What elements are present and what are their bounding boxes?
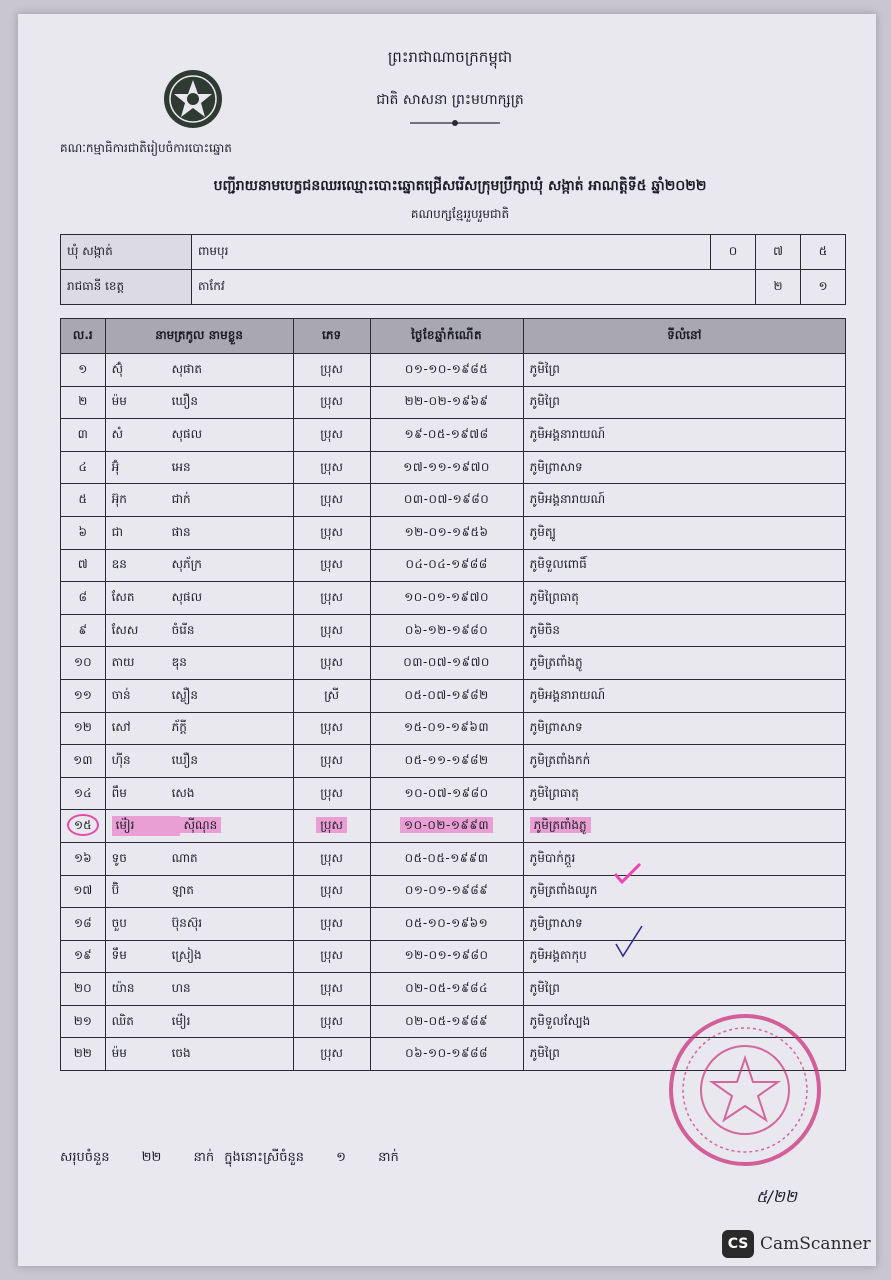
address-cell [523,354,845,387]
dob-value: ០៤-០៤-១៩៨៨ [405,557,488,572]
dob-cell [370,549,523,582]
name-cell [105,1005,293,1038]
header-dob: ថ្ងៃខែឆ្នាំកំណើត [370,319,523,354]
given-name: ភ័ក្តី [171,720,187,735]
table-row [61,647,846,680]
address-cell [523,712,845,745]
family-name: តាយ [111,655,135,670]
table-row [61,451,846,484]
given-name: ចំរើន [171,622,195,637]
address-cell [523,386,845,419]
dob-cell [370,908,523,941]
row-number: ២២ [73,1046,92,1061]
dob-value: ០៦-១០-១៩៨៨ [405,1046,488,1061]
row-number: ១១ [73,687,92,702]
row-number: ១៩ [74,948,92,963]
address-value: ភូមិព្រៃ [529,361,560,376]
row-number-cell [61,842,106,875]
dob-cell [370,451,523,484]
sex-value: ប្រុស [320,850,343,865]
name-cell [105,582,293,615]
header-address: ទីលំនៅ [523,319,845,354]
family-name: ឧន [111,557,127,572]
row-number-cell [61,516,106,549]
sex-value: ស្រី [324,687,340,702]
summary-unit: នាក់ [378,1150,399,1165]
dob-value: ០១-០១-១៩៨៩ [404,883,489,898]
dob-cell [370,810,523,843]
row-number-cell [61,679,106,712]
row-number: ៧ [77,557,88,572]
table-header-row [61,319,846,354]
table-row [61,908,846,941]
dob-cell [370,842,523,875]
name-cell [105,810,293,843]
dob-value: ០៥-០៥-១៩៩៣ [404,850,489,865]
family-name: ម៉ៀរ [112,816,180,836]
dob-value: ០២-០៥-១៩៨៩ [405,1013,488,1028]
table-row [61,386,846,419]
check-mark-icon [612,862,642,884]
sex-cell [293,810,370,843]
dob-value: ១០-០២-១៩៩៣ [400,817,493,833]
header-sex: ភេទ [293,319,370,354]
sex-value: ប្រុស [320,426,343,441]
row-number-cell [61,614,106,647]
sex-cell [293,679,370,712]
sex-cell [293,777,370,810]
sex-value: ប្រុស [320,394,343,409]
dob-value: ០៦-១២-១៩៨០ [404,622,489,637]
dob-value: ២២-០២-១៩៦៩ [404,394,489,409]
table-row [61,745,846,778]
header-number: ល.រ [61,319,106,354]
sex-cell [293,419,370,452]
dob-cell [370,875,523,908]
row-number-cell [61,386,106,419]
dob-cell [370,419,523,452]
name-cell [105,712,293,745]
address-value: ភូមិព្រាសាទ [529,720,583,735]
row-number-cell [61,451,106,484]
row-number: ៥ [78,492,88,507]
dob-cell [370,614,523,647]
address-cell [523,419,845,452]
name-cell [105,516,293,549]
dob-value: ១៧-១១-១៩៧០ [403,459,490,474]
sex-value: ប្រុស [320,655,343,670]
family-name: ទឹម [111,948,127,963]
given-name: សុផាត [171,361,203,376]
table-row [61,875,846,908]
sex-cell [293,940,370,973]
dob-value: ១៩-០៥-១៩៧៨ [404,426,489,441]
family-name: សែត [111,589,135,604]
dob-cell [370,973,523,1006]
sex-cell [293,908,370,941]
dob-value: ១៥-០១-១៩៦៣ [404,720,490,735]
family-name: ចួប [111,915,127,930]
family-name: សៅ [111,720,131,735]
address-value: ភូមិអង្គនារាយណ៍ [529,687,606,702]
district-label: រាជធានី ខេត្ត [61,270,192,305]
dob-value: ១២-០១-១៩៨០ [404,948,489,963]
given-name: ហន [171,981,191,996]
given-name: ឡាត [171,883,194,898]
given-name: ជាក់ [171,492,191,507]
family-name: ហ៊ីន [111,752,131,767]
summary-unit: នាក់ ក្នុងនោះស្រីចំនួន [193,1150,304,1165]
header-name: នាមត្រកូល នាមខ្លួន [105,319,293,354]
table-row [61,679,846,712]
sex-value: ប្រុស [320,459,343,474]
given-name: ចេង [171,1046,191,1061]
given-name: ស៊ីណុន [180,817,222,833]
commune-code-digit: ៧ [756,235,801,270]
family-name: ម៉ម [111,1046,127,1061]
family-name: ប៊ិ [111,883,120,898]
name-cell [105,354,293,387]
check-mark-icon [614,924,644,958]
dob-cell [370,354,523,387]
dob-value: ០១-១០-១៩៨៥ [404,361,489,376]
row-number: ១៣ [73,752,93,767]
family-name: អ៊ុក [111,492,127,507]
row-number-cell [61,582,106,615]
summary-female-count: ១ [336,1150,346,1165]
given-name: សុផល [171,426,203,441]
table-row [61,842,846,875]
address-cell [523,582,845,615]
given-name: ស្លឿន [171,687,199,702]
row-number-cell [61,745,106,778]
given-name: ម៉ៀរ [171,1013,191,1028]
camscanner-watermark: CamScanner [760,1234,871,1254]
family-name: ចាន់ [111,687,131,702]
address-value: ភូមិបាក់ក្តួរ [529,850,576,865]
name-cell [105,777,293,810]
given-name: ស្រៀង [171,948,202,963]
location-info-table [60,234,846,305]
row-number: ១៧ [73,883,93,898]
given-name: សុផល [171,589,203,604]
address-value: ភូមិត្រពាំងឈូក [529,883,598,898]
sex-cell [293,549,370,582]
given-name: ឌុន [171,655,187,670]
sex-cell [293,484,370,517]
family-name: សែស [111,622,139,637]
dob-cell [370,647,523,680]
name-cell [105,451,293,484]
address-cell [523,484,845,517]
address-value: ភូមិត្រពាំងភ្លូ [529,655,583,670]
table-row [61,973,846,1006]
name-cell [105,875,293,908]
row-number-cell [61,973,106,1006]
name-cell [105,908,293,941]
table-row [61,712,846,745]
family-name: ទូច [111,850,127,865]
family-name: យ៉ាន [111,981,135,996]
commune-code-digit: ០ [711,235,756,270]
sex-value: ប្រុស [320,492,343,507]
table-row [61,582,846,615]
table-row [61,484,846,517]
address-value: ភូមិអង្គនារាយណ៍ [529,492,606,507]
sex-cell [293,386,370,419]
name-cell [105,419,293,452]
dob-cell [370,940,523,973]
row-number-cell [61,1005,106,1038]
row-number: ១៤ [74,785,92,800]
sex-value: ប្រុស [320,752,343,767]
sex-cell [293,516,370,549]
dob-cell [370,1005,523,1038]
address-cell [523,614,845,647]
given-name: អេន [171,459,191,474]
sex-cell [293,875,370,908]
dob-cell [370,582,523,615]
address-cell [523,973,845,1006]
dob-cell [370,679,523,712]
row-number-cell [61,875,106,908]
family-name: ស៊ុំ [111,361,124,376]
address-cell [523,810,845,843]
address-cell [523,908,845,941]
dob-cell [370,745,523,778]
row-number-cell [61,549,106,582]
address-cell [523,647,845,680]
dob-value: ១០-០១-១៩៧០ [404,589,489,604]
row-number-cell [61,712,106,745]
sex-cell [293,712,370,745]
committee-logo-icon [162,68,224,130]
address-value: ភូមិព្រាសាទ [529,459,583,474]
row-number-cell [61,419,106,452]
row-number: ២១ [73,1013,92,1028]
row-number: ៩ [78,622,88,637]
district-value: តាកែវ [192,270,756,305]
row-number: ៨ [78,589,88,604]
sex-cell [293,1005,370,1038]
row-number: ១ [78,361,88,376]
dob-cell [370,777,523,810]
sex-value: ប្រុស [320,622,343,637]
sex-value: ប្រុស [320,948,343,963]
signature-mark: ៥/២២ [756,1187,797,1206]
address-value: ភូមិត្រពាំងកក់ [529,752,591,767]
row-number-cell [61,647,106,680]
given-name: ប៊ុនស៊ុរ [171,915,203,930]
given-name: សុភ័ក្រ [171,557,202,572]
dob-cell [370,386,523,419]
official-stamp-icon [660,1010,830,1170]
row-number: ៦ [78,524,88,539]
sex-value: ប្រុស [316,817,347,833]
district-code-digit: ១ [801,270,846,305]
row-number-cell [61,810,106,843]
address-cell [523,745,845,778]
row-number-cell [61,777,106,810]
dob-cell [370,712,523,745]
address-cell [523,549,845,582]
district-code-digit: ២ [756,270,801,305]
dob-cell [370,484,523,517]
table-row [61,777,846,810]
address-value: ភូមិអង្គតាកុប [529,948,587,963]
sex-value: ប្រុស [320,589,343,604]
national-motto: ជាតិ សាសនា ព្រះមហាក្សត្រ [376,92,524,108]
row-number-cell [61,354,106,387]
row-number: ១៥ [67,814,99,836]
address-value: ភូមិទួលពោធិ៍ [529,557,587,572]
camscanner-logo-icon: CS [722,1230,754,1258]
address-value: ភូមិព្រៃធាតុ [529,785,579,800]
table-row [61,516,846,549]
dob-cell [370,1038,523,1071]
sex-value: ប្រុស [320,981,343,996]
table-row [61,614,846,647]
row-number-cell [61,1038,106,1071]
commune-code-digit: ៥ [801,235,846,270]
row-number-cell [61,940,106,973]
address-cell [523,777,845,810]
name-cell [105,745,293,778]
family-name: ម៉ម [111,394,127,409]
row-number: ១៨ [74,915,92,930]
sex-cell [293,582,370,615]
family-name: សំ [111,426,124,441]
name-cell [105,549,293,582]
address-cell [523,940,845,973]
address-value: ភូមិត្បូ [529,524,557,539]
summary-label: សរុបចំនួន [60,1150,110,1165]
dob-value: ០៥-១១-១៩៨២ [404,752,489,767]
sex-value: ប្រុស [320,1013,343,1028]
row-number-cell [61,908,106,941]
sex-value: ប្រុស [320,524,343,539]
dob-value: ០៥-០៧-១៩៨២ [404,687,489,702]
row-number: ២ [78,394,88,409]
dob-value: ០៣-០៧-១៩៨០ [403,492,490,507]
summary-total: ២២ [141,1150,162,1165]
kingdom-heading: ព្រះរាជាណាចក្រកម្ពុជា [387,48,513,66]
row-number: ៤ [78,459,88,474]
address-cell [523,875,845,908]
row-number: ១៦ [74,850,92,865]
family-name: ឈិត [111,1013,134,1028]
address-value: ភូមិព្រៃធាតុ [529,589,579,604]
row-number-cell [61,484,106,517]
sex-value: ប្រុស [320,883,343,898]
sex-value: ប្រុស [320,720,343,735]
table-row [61,549,846,582]
name-cell [105,614,293,647]
name-cell [105,940,293,973]
commune-value: ពាមបុរ [192,235,711,270]
family-name: ពឹម [111,785,127,800]
name-cell [105,386,293,419]
address-value: ភូមិព្រៃ [529,981,560,996]
table-row [61,354,846,387]
dob-value: ០២-០៥-១៩៨៤ [405,981,488,996]
address-value: ភូមិព្រៃ [529,1046,560,1061]
address-cell [523,679,845,712]
name-cell [105,647,293,680]
given-name: ណាត [171,850,198,865]
table-row [61,419,846,452]
party-name: គណបក្សខ្មែររួបរួមជាតិ [410,207,510,221]
committee-name: គណៈកម្មាធិការជាតិរៀបចំការបោះឆ្នោត [60,141,232,155]
address-value: ភូមិព្រាសាទ [529,915,583,930]
sex-value: ប្រុស [320,361,343,376]
document-title: បញ្ជីរាយនាមបេក្ខជនឈរឈ្មោះបោះឆ្នោតជ្រើសរើសក្រុមប្រឹក្សាឃុំ សង្កាត់ អាណត្តិទី៥ ឆ្នាំ២០២២ [213,178,707,194]
dob-value: ១២-០១-១៩៥៦ [404,524,489,539]
name-cell [105,1038,293,1071]
address-cell [523,842,845,875]
address-value: ភូមិព្រៃ [529,394,560,409]
candidate-table [60,318,846,1071]
commune-label: ឃុំ សង្កាត់ [61,235,192,270]
table-row [61,940,846,973]
sex-value: ប្រុស [320,1046,343,1061]
given-name: ផាន [171,524,191,539]
name-cell [105,679,293,712]
dob-value: ០៥-១០-១៩៦១ [404,915,489,930]
address-cell [523,451,845,484]
sex-cell [293,842,370,875]
row-number: ២០ [74,981,92,996]
address-value: ភូមិត្រពាំងភ្លូ [530,817,591,833]
sex-value: ប្រុស [320,557,343,572]
sex-cell [293,1038,370,1071]
address-value: ភូមិអង្គនារាយណ៍ [529,426,606,441]
sex-cell [293,647,370,680]
row-number: ១០ [74,655,92,670]
address-value: ភូមិទួលស្បែង [529,1013,591,1028]
address-value: ភូមិចិន [529,622,561,637]
sex-cell [293,614,370,647]
row-number: ១២ [73,720,92,735]
name-cell [105,484,293,517]
sex-cell [293,973,370,1006]
given-name: សេង [171,785,195,800]
sex-cell [293,354,370,387]
dob-value: ១០-០៧-១៩៨០ [404,785,489,800]
given-name: ឃឿន [171,752,199,767]
family-name: ជា [111,524,124,539]
name-cell [105,842,293,875]
address-cell [523,516,845,549]
dob-cell [370,516,523,549]
name-cell [105,973,293,1006]
sex-cell [293,745,370,778]
row-number: ៣ [77,426,88,441]
table-row [61,810,846,843]
ornament-divider [410,118,500,128]
sex-value: ប្រុស [320,915,343,930]
dob-value: ០៣-០៧-១៩៧០ [403,655,490,670]
given-name: ឃឿន [171,394,199,409]
sex-value: ប្រុស [320,785,343,800]
family-name: អ៊ុំ [111,459,120,474]
sex-cell [293,451,370,484]
